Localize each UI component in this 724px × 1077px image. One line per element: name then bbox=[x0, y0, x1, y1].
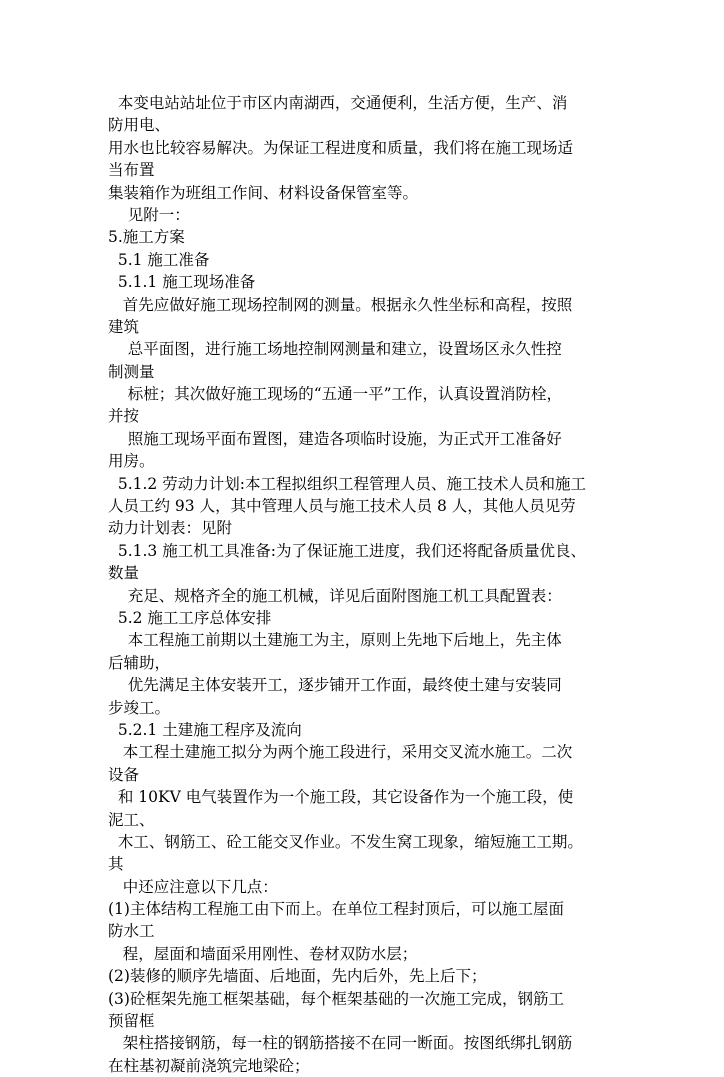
text-line: 建筑 bbox=[108, 317, 140, 336]
text-line: 中还应注意以下几点： bbox=[108, 877, 278, 896]
text-line: 本工程施工前期以土建施工为主，原则上先地下后地上，先主体 bbox=[108, 631, 562, 650]
text-line: 标桩；其次做好施工现场的“五通一平”工作，认真设置消防栓， bbox=[108, 385, 563, 404]
text-line: 制测量 bbox=[108, 362, 155, 381]
text-line: 其 bbox=[108, 855, 124, 874]
text-line: 优先满足主体安装开工，逐步铺开工作面，最终使土建与安装同 bbox=[108, 676, 562, 695]
text-line: (2)装修的顺序先墙面、后地面，先内后外，先上后下； bbox=[108, 967, 487, 986]
text-line: 人员工约 93 人，其中管理人员与施工技术人员 8 人，其他人员见劳 bbox=[108, 497, 576, 516]
text-line: 5.2.1 土建施工程序及流向 bbox=[108, 720, 302, 739]
text-line: 总平面图，进行施工场地控制网测量和建立，设置场区永久性控 bbox=[108, 340, 562, 359]
document-body bbox=[108, 92, 618, 1077]
text-line: 设备 bbox=[108, 765, 140, 784]
text-line: 5.2 施工工序总体安排 bbox=[108, 608, 272, 627]
text-line: 5.1.2 劳动力计划:本工程拟组织工程管理人员、施工技术人员和施工 bbox=[108, 474, 586, 493]
text-line: 木工、钢筋工、砼工能交叉作业。不发生窝工现象，缩短施工工期。 bbox=[108, 832, 583, 851]
text-line: 见附一： bbox=[108, 205, 190, 224]
text-line: (1)主体结构工程施工由下而上。在单位工程封顶后，可以施工屋面 bbox=[108, 900, 564, 919]
text-line: 本工程土建施工拟分为两个施工段进行，采用交叉流水施工。二次 bbox=[108, 743, 573, 762]
text-line: 泥工、 bbox=[108, 810, 155, 829]
text-line: 首先应做好施工现场控制网的测量。根据永久性坐标和高程，按照 bbox=[108, 295, 573, 314]
text-line: 当布置 bbox=[108, 161, 155, 180]
text-line: 5.1.3 施工机工具准备:为了保证施工进度，我们还将配备质量优良、 bbox=[108, 541, 586, 560]
text-line: 防用电、 bbox=[108, 116, 171, 135]
text-line: 用水也比较容易解决。为保证工程进度和质量，我们将在施工现场适 bbox=[108, 138, 574, 157]
text-line: 后辅助， bbox=[108, 653, 171, 672]
text-line: 并按 bbox=[108, 407, 140, 426]
text-line: 动力计划表：见附 bbox=[108, 519, 233, 538]
text-line: 架柱搭接钢筋，每一柱的钢筋搭接不在同一断面。按图纸绑扎钢筋 bbox=[108, 1034, 573, 1053]
text-line: 在柱基初凝前浇筑完地梁砼； bbox=[108, 1056, 310, 1075]
text-line: 集装箱作为班组工作间、材料设备保管室等。 bbox=[108, 183, 419, 202]
text-line: 和 10KV 电气装置作为一个施工段，其它设备作为一个施工段，使 bbox=[108, 788, 574, 807]
text-line: 5.1 施工准备 bbox=[108, 250, 210, 269]
text-line: 步竣工。 bbox=[108, 698, 171, 717]
text-line: 照施工现场平面布置图，建造各项临时设施，为正式开工准备好 bbox=[108, 429, 562, 448]
text-line: 程，屋面和墙面采用刚性、卷材双防水层； bbox=[108, 944, 418, 963]
text-line: 充足、规格齐全的施工机械，详见后面附图施工机工具配置表： bbox=[108, 586, 562, 605]
text-line: 5.施工方案 bbox=[108, 228, 185, 247]
text-line: (3)砼框架先施工框架基础，每个框架基础的一次施工完成，钢筋工 bbox=[108, 989, 564, 1008]
text-line: 5.1.1 施工现场准备 bbox=[108, 273, 256, 292]
text-line: 预留框 bbox=[108, 1012, 155, 1031]
text-line: 数量 bbox=[108, 564, 140, 583]
text-line: 防水工 bbox=[108, 922, 155, 941]
text-line: 本变电站站址位于市区内南湖西，交通便利，生活方便，生产、消 bbox=[108, 94, 568, 112]
text-line: 用房。 bbox=[108, 452, 155, 471]
